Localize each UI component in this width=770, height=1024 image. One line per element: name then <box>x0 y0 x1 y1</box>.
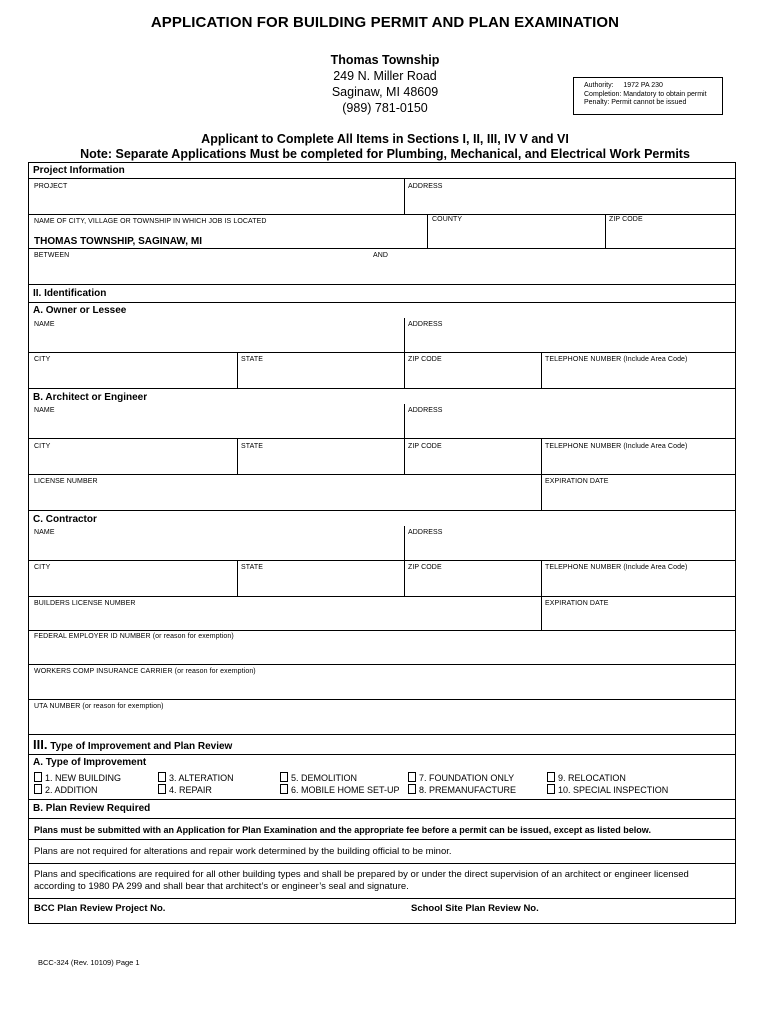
improvement-heading-numeral: III. <box>33 737 48 752</box>
plans-must-note: Plans must be submitted with an Application for Plan Examination and the appropriate fee before a permit can be issued, except as listed below. <box>34 825 651 835</box>
option-foundation-only[interactable]: 7. FOUNDATION ONLY <box>408 772 514 783</box>
project-label: PROJECT <box>34 183 68 190</box>
architect-address-label: ADDRESS <box>408 407 443 414</box>
plan-review-heading: B. Plan Review Required <box>33 803 151 814</box>
architect-license-label: LICENSE NUMBER <box>34 478 98 485</box>
contractor-state-label: STATE <box>241 564 264 571</box>
authority-value: 1972 PA 230 <box>623 82 663 89</box>
checkbox-icon[interactable] <box>158 772 166 782</box>
checkbox-icon[interactable] <box>408 772 416 782</box>
contractor-heading: C. Contractor <box>33 514 97 525</box>
owner-address-label: ADDRESS <box>408 321 443 328</box>
township-phone: (989) 781-0150 <box>342 101 428 115</box>
project-county-label: COUNTY <box>432 216 463 223</box>
contractor-name-label: NAME <box>34 529 55 536</box>
type-heading: A. Type of Improvement <box>33 757 147 768</box>
plans-not-required-note: Plans are not required for alterations and repair work determined by the building official to be minor. <box>34 846 452 857</box>
between-label: BETWEEN <box>34 252 70 259</box>
option-addition[interactable]: 2. ADDITION <box>34 784 98 795</box>
page-title: APPLICATION FOR BUILDING PERMIT AND PLAN EXAMINATION <box>150 14 620 31</box>
builders-license-label: BUILDERS LICENSE NUMBER <box>34 600 136 607</box>
uta-label: UTA NUMBER (or reason for exemption) <box>34 703 164 710</box>
contractor-phone-label: TELEPHONE NUMBER (Include Area Code) <box>545 564 688 571</box>
option-alteration[interactable]: 3. ALTERATION <box>158 772 234 783</box>
and-label: AND <box>373 252 389 259</box>
plans-specs-note: Plans and specifications are required for all other building types and shall be prepared by or under the direct supervision of an architect or engineer licensed according to 1980 PA 299 and shall bear that architect’s or engineer’s seal and signature. <box>34 869 689 892</box>
owner-phone-label: TELEPHONE NUMBER (Include Area Code) <box>545 356 688 363</box>
authority-box <box>573 77 723 115</box>
project-address-label: ADDRESS <box>408 183 443 190</box>
checkbox-icon[interactable] <box>280 784 288 794</box>
checkbox-icon[interactable] <box>547 772 555 782</box>
contractor-expiration-label: EXPIRATION DATE <box>545 600 609 607</box>
option-demolition[interactable]: 5. DEMOLITION <box>280 772 357 783</box>
improvement-heading <box>28 737 736 752</box>
owner-city-label: CITY <box>34 356 51 363</box>
option-premanufacture[interactable]: 8. PREMANUFACTURE <box>408 784 516 795</box>
owner-state-label: STATE <box>241 356 264 363</box>
checkbox-icon[interactable] <box>34 784 42 794</box>
owner-name-label: NAME <box>34 321 55 328</box>
township-city-state: Saginaw, MI 48609 <box>331 85 439 99</box>
instructions-line-2: Note: Separate Applications Must be completed for Plumbing, Mechanical, and Electrical Work Permits <box>80 147 690 161</box>
checkbox-icon[interactable] <box>34 772 42 782</box>
architect-state-label: STATE <box>241 443 264 450</box>
architect-name-label: NAME <box>34 407 55 414</box>
checkbox-icon[interactable] <box>408 784 416 794</box>
checkbox-icon[interactable] <box>547 784 555 794</box>
architect-heading: B. Architect or Engineer <box>33 392 148 403</box>
option-special-inspection[interactable]: 10. SPECIAL INSPECTION <box>547 784 668 795</box>
architect-phone-label: TELEPHONE NUMBER (Include Area Code) <box>545 443 688 450</box>
township-street: 249 N. Miller Road <box>333 69 437 83</box>
penalty-note: Penalty: Permit cannot be issued <box>584 99 687 106</box>
fein-label: FEDERAL EMPLOYER ID NUMBER (or reason for exemption) <box>34 633 234 640</box>
form-id: BCC-324 (Rev. 10109) Page 1 <box>38 958 140 967</box>
option-repair[interactable]: 4. REPAIR <box>158 784 212 795</box>
option-new-building[interactable]: 1. NEW BUILDING <box>34 772 121 783</box>
project-info-heading: Project Information <box>33 165 125 176</box>
authority-label: Authority: <box>584 82 614 89</box>
school-plan-review-label: School Site Plan Review No. <box>411 903 539 914</box>
checkbox-icon[interactable] <box>158 784 166 794</box>
architect-expiration-label: EXPIRATION DATE <box>545 478 609 485</box>
contractor-address-label: ADDRESS <box>408 529 443 536</box>
checkbox-icon[interactable] <box>280 772 288 782</box>
improvement-heading-text: Type of Improvement and Plan Review <box>47 741 233 752</box>
contractor-city-label: CITY <box>34 564 51 571</box>
architect-zip-label: ZIP CODE <box>408 443 442 450</box>
project-city-value[interactable]: THOMAS TOWNSHIP, SAGINAW, MI <box>34 236 202 247</box>
identification-heading: II. Identification <box>33 288 107 299</box>
project-zip-label: ZIP CODE <box>609 216 643 223</box>
completion-note: Completion: Mandatory to obtain permit <box>584 90 707 98</box>
workers-comp-label: WORKERS COMP INSURANCE CARRIER (or reason for exemption) <box>34 668 256 675</box>
township-name: Thomas Township <box>330 53 440 67</box>
contractor-zip-label: ZIP CODE <box>408 564 442 571</box>
owner-zip-label: ZIP CODE <box>408 356 442 363</box>
option-mobile-home[interactable]: 6. MOBILE HOME SET-UP <box>280 784 400 795</box>
bcc-plan-review-label: BCC Plan Review Project No. <box>34 903 166 914</box>
project-city-label: NAME OF CITY, VILLAGE OR TOWNSHIP IN WHICH JOB IS LOCATED <box>34 218 267 225</box>
architect-city-label: CITY <box>34 443 51 450</box>
owner-heading: A. Owner or Lessee <box>33 305 127 316</box>
option-relocation[interactable]: 9. RELOCATION <box>547 772 626 783</box>
instructions-line-1: Applicant to Complete All Items in Sections I, II, III, IV V and VI <box>201 132 569 146</box>
